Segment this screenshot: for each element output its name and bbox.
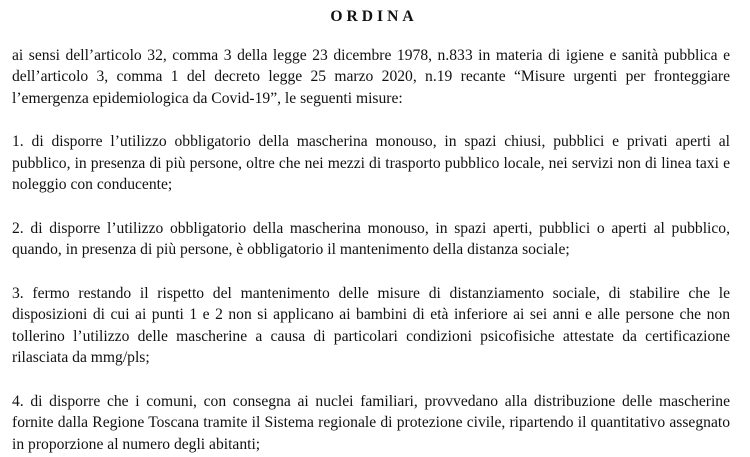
measure-item-4: 4. di disporre che i comuni, con consegna ai nuclei familiari, provvedano alla distribuzione delle mascherine fornite dalla Regione Toscana tramite il Sistema regionale di protezione civile, ripartendo il quantitativo assegnato in proporzione al numero degli abitanti; (12, 392, 730, 453)
document-title: ORDINA (330, 8, 418, 25)
measure-item-2: 2. di disporre l’utilizzo obbligatorio della mascherina monouso, in spazi aperti, pubblici o aperti al pubblico, quando, in presenza di più persone, è obbligatorio il mantenimento della distanza sociale; (12, 219, 730, 258)
measure-item-1: 1. di disporre l’utilizzo obbligatorio della mascherina monouso, in spazi chiusi, pubblici e privati aperti al pubblico, in presenza di più persone, oltre che nei mezzi di trasporto pubblico locale, nei servizi non di linea taxi e noleggio con conducente; (12, 133, 730, 193)
intro-paragraph: ai sensi dell’articolo 32, comma 3 della legge 23 dicembre 1978, n.833 in materia di igiene e sanità pubblica e dell’articolo 3, comma 1 del decreto legge 25 marzo 2020, n.19 recante “Misure urgenti per fronteggiare l’emergenza epidemiologica da Covid-19”, le seguenti misure: (12, 46, 730, 107)
measure-item-3: 3. fermo restando il rispetto del mantenimento delle misure di distanziamento sociale, di stabilire che le disposizioni di cui ai punti 1 e 2 non si applicano ai bambini di età inferiore ai sei anni e alle persone che non tollerino l’utilizzo delle mascherine a causa di particolari condizioni psicofisiche attestate da certificazione rilasciata da mmg/pls; (12, 284, 730, 366)
